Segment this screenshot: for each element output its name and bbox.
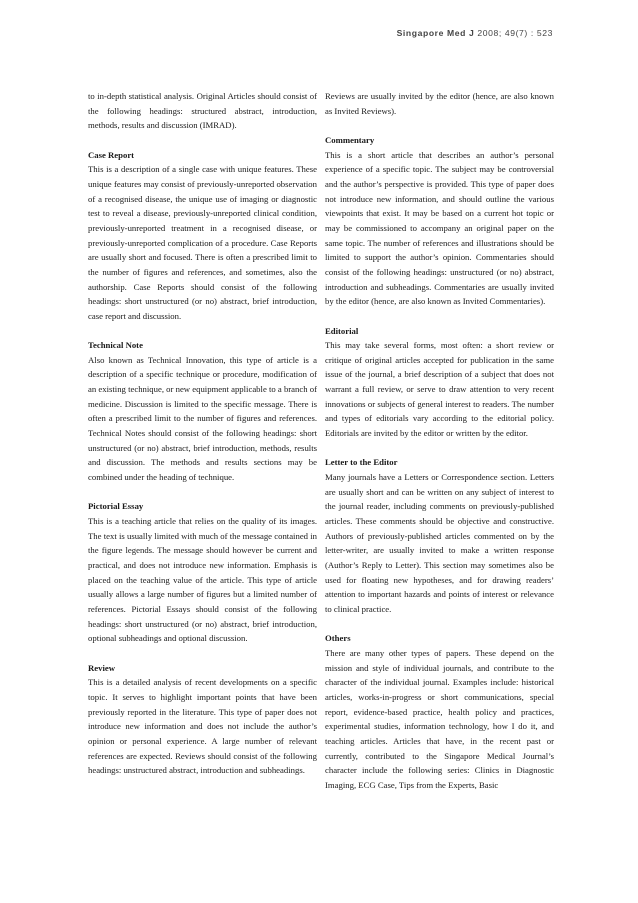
right-column: [325, 89, 554, 793]
case-report-heading: Case Report: [88, 149, 135, 160]
commentary-heading: Commentary: [325, 134, 375, 145]
case-report-body: This is a description of a single case with unique features. These unique features may consist of previously-unreported observation of a recognised disease, the unique use of imaging or diagnostic test to reveal a disease, previously-unreported clinical condition, previously-unreported treatment in a recognised disease, or previously-unreported complication of a procedure. Case Reports are usually short and focused. There is often a prescribed limit to the number of figures and references, and sometimes, also the authorship. Case Reports should consist of the following headings: short unstructured (or no) abstract, brief introduction, case report and discussion.: [88, 164, 317, 321]
left-intro-paragraph: to in-depth statistical analysis. Original Articles should consist of the following headings: structured abstract, introduction, methods, results and discussion (IMRAD).: [88, 91, 317, 131]
pictorial-essay-heading: Pictorial Essay: [88, 501, 144, 512]
journal-name: Singapore Med J: [396, 28, 475, 38]
technical-note-body: Also known as Technical Innovation, this type of article is a description of a specific technique or procedure, modification of an existing technique, or new equipment applicable to a branch of medicine. Discussion is limited to the specific message. There is often a prescribed limit to the number of figures and references. Technical Notes should consist of the following headings: short unstructured (or no) abstract, brief introduction, methods, results and discussion. The methods and results sections may be combined under the heading of technique.: [88, 354, 317, 483]
others-heading: Others: [325, 633, 351, 644]
editorial-heading: Editorial: [325, 325, 359, 336]
commentary-body: This is a short article that describes an author’s personal experience of a specific topic. The subject may be controversial and the author’s perspective is provided. This type of paper does not introduce new information, and should outline the various viewpoints that exist. It may be based on a current hot topic or may be commissioned to accompany an original paper on the same topic. The number of references and illustrations should be limited to support the author’s opinion. Commentaries should consist of the following headings: unstructured (or no) abstract, introduction and subheadings. Commentaries are usually invited by the editor (hence, are also known as Invited Commentaries).: [325, 149, 554, 307]
review-heading: Review: [88, 662, 116, 673]
review-body: This is a detailed analysis of recent developments on a specific topic. It serves to highlight important points that have been previously reported in the literature. This type of paper does not introduce new information and does not include the author’s opinion or personal experience. A large number of relevant references are expected. Reviews should consist of the following headings: unstructured abstract, introduction and subheadings.: [88, 677, 317, 776]
left-column: [88, 89, 317, 778]
letter-to-editor-body: Many journals have a Letters or Correspondence section. Letters are usually short and can be written on any subject of interest to the journal reader, including comments on previously-published articles. These comments should be objective and constructive. Authors of previously-published articles commented on by the letter-writer, are usually invited to make a written response (Author’s Reply to Letter). This section may sometimes also be used for floating new hypotheses, and for drawing readers’ attention to important hazards and points of interest or relevance to clinical practice.: [325, 472, 554, 614]
pictorial-essay-body: This is a teaching article that relies on the quality of its images. The text is usually limited with much of the message contained in the figure legends. The message should however be current and practical, and does not introduce new information. Emphasis is placed on the teaching value of the article. This type of article usually allows a large number of figures but a limited number of references. Pictorial Essays should consist of the following headings: short unstructured (or no) abstract, brief introduction, optional subheadings and optional discussion.: [88, 516, 317, 644]
running-head: [397, 28, 553, 38]
others-body: There are many other types of papers. These depend on the mission and style of individual journals, and contribute to the character of the individual journal. Examples include: historical articles, works-in-progress or short communications, special report, evidence-based practice, health policy and practices, experimental studies, information technology, how I do it, and teaching articles. Articles that have, in the recent past or currently, contributed to the Singapore Medical Journal’s character include the following series: Clinics in Diagnostic Imaging, ECG Case, Tips from the Experts, Basic: [325, 647, 554, 790]
right-intro-paragraph: Reviews are usually invited by the editor (hence, are also known as Invited Reviews).: [325, 91, 554, 116]
letter-to-editor-heading: Letter to the Editor: [325, 457, 398, 468]
editorial-body: This may take several forms, most often: a short review or critique of original articles accepted for publication in the same issue of the journal, a brief description of a subject that does not warrant a full review, or serve to draw attention to very recent innovations or subjects of general interest to readers. The number and types of editorials vary according to the editorial policy. Editorials are invited by the editor or written by the editor.: [325, 340, 554, 439]
citation: 2008; 49(7) : 523: [477, 28, 553, 38]
technical-note-heading: Technical Note: [88, 340, 143, 351]
